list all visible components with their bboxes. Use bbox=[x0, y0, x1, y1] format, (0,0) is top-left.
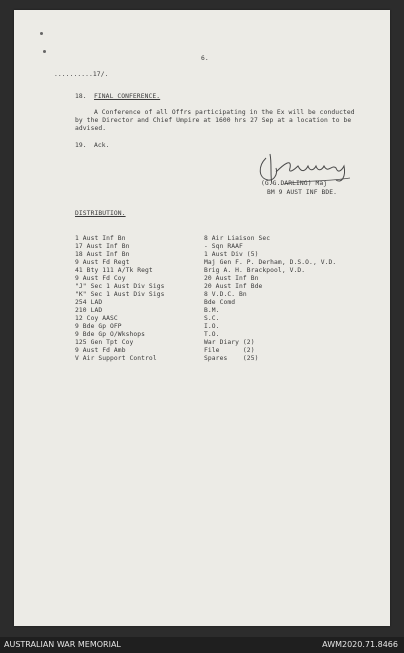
list-item: Maj Gen F. P. Derham, D.S.O., V.D. bbox=[204, 259, 337, 266]
signature-name: (G.G.DARLING) Maj bbox=[261, 180, 328, 187]
list-item: 9 Aust Fd Regt bbox=[75, 259, 130, 266]
section-19-text: Ack. bbox=[94, 142, 110, 149]
signature-unit: BM 9 AUST INF BDE. bbox=[267, 189, 338, 196]
list-item: 12 Coy AASC bbox=[75, 315, 118, 322]
list-item: War Diary (2) bbox=[204, 339, 255, 346]
punch-hole bbox=[40, 32, 43, 35]
list-item: B.M. bbox=[204, 307, 220, 314]
list-item: - Sqn RAAF bbox=[204, 243, 243, 250]
list-item: 125 Gen Tpt Coy bbox=[75, 339, 134, 346]
list-item: Bde Comd bbox=[204, 299, 236, 306]
list-item: 1 Aust Inf Bn bbox=[75, 235, 126, 242]
document-page bbox=[14, 10, 390, 626]
list-item: 9 Aust Fd Amb bbox=[75, 347, 126, 354]
archive-reference: AWM2020.71.8466 bbox=[322, 640, 398, 649]
section-18-number: 18. bbox=[75, 93, 87, 100]
list-item: Brig A. H. Brackpool, V.D. bbox=[204, 267, 306, 274]
list-item: V Air Support Control bbox=[75, 355, 157, 362]
list-item: 17 Aust Inf Bn bbox=[75, 243, 130, 250]
list-item: 1 Aust Div (5) bbox=[204, 251, 259, 258]
page-number: 6. bbox=[201, 55, 209, 62]
punch-hole bbox=[43, 50, 46, 53]
archive-footer bbox=[0, 637, 404, 653]
list-item: 9 Bde Gp OFP bbox=[75, 323, 122, 330]
list-item: S.C. bbox=[204, 315, 220, 322]
list-item: Spares (25) bbox=[204, 355, 259, 362]
section-18-heading: FINAL CONFERENCE. bbox=[94, 93, 161, 100]
section-18-line: by the Director and Chief Umpire at 1600 hrs 27 Sep at a location to be bbox=[75, 117, 352, 124]
list-item: File (2) bbox=[204, 347, 255, 354]
list-item: 210 LAD bbox=[75, 307, 103, 314]
section-18-line: A Conference of all Offrs participating in the Ex will be conducted bbox=[94, 109, 355, 116]
list-item: "J" Sec 1 Aust Div Sigs bbox=[75, 283, 165, 290]
section-18-line: advised. bbox=[75, 125, 107, 132]
distribution-heading: DISTRIBUTION. bbox=[75, 210, 126, 217]
distribution-right-list bbox=[204, 235, 336, 363]
list-item: "K" Sec 1 Aust Div Sigs bbox=[75, 291, 165, 298]
list-item: T.O. bbox=[204, 331, 220, 338]
continuation-marker: ..........17/. bbox=[54, 71, 109, 78]
section-19-number: 19. bbox=[75, 142, 87, 149]
list-item: 8 V.D.C. Bn bbox=[204, 291, 247, 298]
list-item: 254 LAD bbox=[75, 299, 103, 306]
list-item: 9 Bde Gp O/Wkshops bbox=[75, 331, 146, 338]
list-item: I.O. bbox=[204, 323, 220, 330]
list-item: 9 Aust Fd Coy bbox=[75, 275, 126, 282]
list-item: 20 Aust Inf Bde bbox=[204, 283, 263, 290]
distribution-left-list bbox=[75, 235, 165, 363]
list-item: 41 Bty 111 A/Tk Regt bbox=[75, 267, 153, 274]
list-item: 18 Aust Inf Bn bbox=[75, 251, 130, 258]
archive-name: AUSTRALIAN WAR MEMORIAL bbox=[4, 640, 121, 649]
list-item: 20 Aust Inf Bn bbox=[204, 275, 259, 282]
list-item: 8 Air Liaison Sec bbox=[204, 235, 271, 242]
